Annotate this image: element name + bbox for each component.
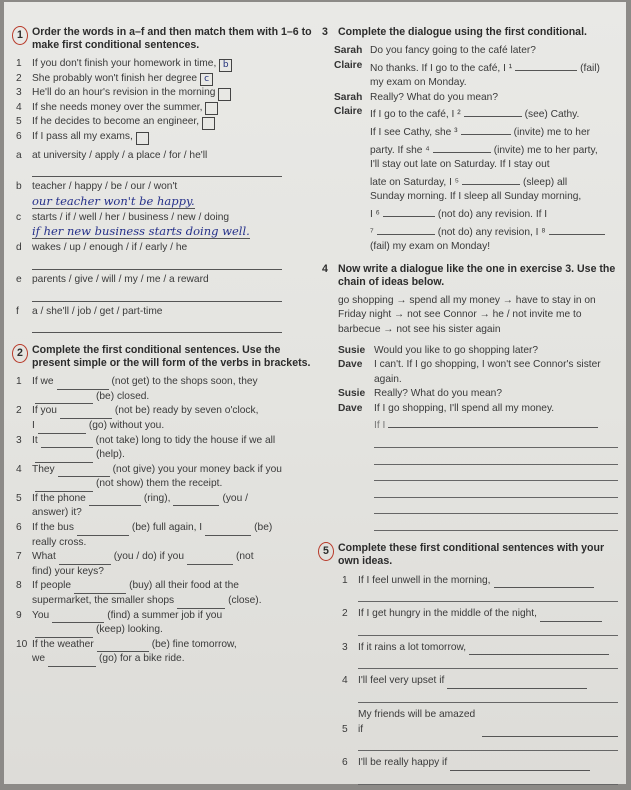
sentence-row xyxy=(16,550,316,565)
text-part: No thanks. If I go to the café, I ¹ xyxy=(370,62,513,74)
text-line xyxy=(370,205,618,223)
dialogue-text: Would you like to go shopping later? xyxy=(374,344,539,356)
sentence-part: (not get) to the shops soon, they xyxy=(111,376,258,388)
sentence-part: If the phone xyxy=(32,492,86,504)
answer-blank[interactable] xyxy=(383,205,435,217)
writing-line[interactable] xyxy=(374,484,618,498)
sentence-row xyxy=(342,708,618,737)
answer-line[interactable] xyxy=(358,622,618,636)
sentence-row xyxy=(16,492,316,507)
sentence-row xyxy=(16,72,316,87)
answer-line[interactable] xyxy=(358,655,618,669)
text-part: (fail) xyxy=(580,62,600,74)
text-line xyxy=(370,158,618,173)
item-number: 4 xyxy=(16,101,22,113)
answer-line[interactable] xyxy=(32,163,282,177)
answer-blank[interactable] xyxy=(52,611,104,623)
text-part: (not do) any revision, I ⁸ xyxy=(437,226,546,238)
item-number: 10 xyxy=(16,638,28,650)
sentence-text: If you don't finish your homework in time, xyxy=(32,58,217,69)
answer-blank[interactable] xyxy=(205,524,251,536)
answer-blank[interactable] xyxy=(59,553,111,565)
sentence-part: They xyxy=(32,463,55,475)
sentence-part: (close). xyxy=(228,595,262,607)
answer-line[interactable] xyxy=(32,288,282,302)
sentence-part: we xyxy=(32,653,46,665)
exercise-1-instructions: Order the words in a–f and then match them with 1–6 to make first conditional sentences. xyxy=(32,26,312,51)
sentence-part: If the bus xyxy=(32,522,74,534)
item-number: 2 xyxy=(16,405,22,417)
sentence-row xyxy=(16,434,316,449)
item-number: 6 xyxy=(16,130,22,142)
exercise-4-instructions: Now write a dialogue like the one in exercise 3. Use the chain of ideas below. xyxy=(338,262,616,288)
exercise-4-number: 4 xyxy=(322,262,328,275)
answer-box[interactable] xyxy=(202,117,215,130)
item-number: 5 xyxy=(16,492,22,504)
word-group: starts / if / well / her / business / new / doing xyxy=(32,211,230,223)
text-part: Sunday morning. If I sleep all Sunday morning, xyxy=(370,191,582,203)
sentence-row xyxy=(342,574,618,589)
text-part: (fail) my exam on Monday! xyxy=(370,241,491,253)
text-part: If I see Cathy, she ³ xyxy=(370,126,458,138)
sentence-text: If she needs money over the summer, xyxy=(32,101,203,113)
item-letter: c xyxy=(16,211,22,223)
writing-line[interactable] xyxy=(374,467,618,481)
dialogue-line xyxy=(334,44,618,59)
sentence-part: (buy) all their food at the xyxy=(129,580,239,592)
text-line: Really? What do you mean? xyxy=(370,91,498,103)
dialogue-text xyxy=(370,105,618,254)
sentence-part: (you / xyxy=(222,492,248,504)
dialogue-text: I can't. If I go shopping, I won't see Connor's sister again. xyxy=(374,359,601,385)
sentence-row xyxy=(16,130,316,145)
sentence-part: (find) a summer job if you xyxy=(107,609,223,621)
sentence-part: really cross. xyxy=(32,536,87,548)
answer-blank[interactable] xyxy=(464,105,522,117)
item-number: 3 xyxy=(342,641,348,653)
sentence-part: (not be) ready by seven o'clock, xyxy=(114,405,259,417)
answer-blank[interactable] xyxy=(450,759,590,771)
item-number: 5 xyxy=(342,723,348,735)
answer-blank[interactable] xyxy=(461,123,511,135)
text-part: (invite) me to her party, xyxy=(493,144,598,156)
text-line xyxy=(370,141,618,159)
sentence-row xyxy=(16,506,316,521)
writing-line[interactable] xyxy=(374,500,618,514)
writing-text xyxy=(374,416,618,434)
exercise-3-heading xyxy=(322,26,618,39)
writing-line[interactable] xyxy=(338,416,618,434)
text-line: Do you fancy going to the café later? xyxy=(370,45,536,56)
text-part: ⁷ xyxy=(370,226,374,238)
sentence-part: I xyxy=(32,419,35,431)
sentence-part: It xyxy=(32,434,38,446)
exercise-4-writing-lines xyxy=(338,416,618,531)
sentence-text: She probably won't finish her degree xyxy=(32,72,198,84)
answer-line[interactable] xyxy=(358,588,618,602)
answer-blank[interactable] xyxy=(482,725,618,737)
exercise-3-number: 3 xyxy=(322,26,328,38)
right-column xyxy=(322,26,618,790)
word-group: teacher / happy / be / our / won't xyxy=(32,181,178,193)
answer-line[interactable] xyxy=(358,689,618,703)
sentence-text: If I get hungry in the middle of the night, xyxy=(358,608,537,620)
item-number: 3 xyxy=(16,87,22,99)
answer-blank[interactable] xyxy=(35,392,93,404)
answer-line[interactable] xyxy=(358,737,618,751)
item-number: 1 xyxy=(16,58,22,69)
answer-line[interactable] xyxy=(32,256,282,270)
answer-box[interactable]: b xyxy=(219,59,232,72)
answer-blank[interactable] xyxy=(77,524,129,536)
word-group: at university / apply / a place / for / he'll xyxy=(32,149,208,161)
sentence-part: (be) xyxy=(254,522,273,534)
exercise-3-instructions: Complete the dialogue using the first conditional. xyxy=(338,26,587,38)
answer-blank[interactable] xyxy=(515,59,577,71)
text-part: I'll stay out late on Saturday. If I stay out xyxy=(370,159,550,171)
sentence-part: (help). xyxy=(96,449,125,461)
answer-blank[interactable] xyxy=(173,494,219,506)
sentence-row xyxy=(16,652,316,667)
answer-blank[interactable] xyxy=(35,626,93,638)
answer-blank[interactable] xyxy=(97,640,149,652)
sentence-row xyxy=(16,521,316,536)
item-letter: a xyxy=(16,149,22,161)
text-line xyxy=(370,223,618,241)
sentence-part: (be) closed. xyxy=(96,390,150,402)
answer-line[interactable] xyxy=(358,771,618,785)
sentence-part: (ring), xyxy=(143,492,171,504)
item-number: 4 xyxy=(342,675,348,687)
answer-blank[interactable] xyxy=(57,378,109,390)
sentence-row xyxy=(16,115,316,130)
answer-box[interactable] xyxy=(205,102,218,115)
item-number: 6 xyxy=(342,757,348,769)
item-number: 8 xyxy=(16,580,22,592)
sentence-row xyxy=(16,594,316,609)
sentence-text: If I feel unwell in the morning, xyxy=(358,574,491,586)
answer-blank[interactable] xyxy=(462,173,520,185)
sentence-row xyxy=(16,57,316,72)
sentence-part: (go) for a bike ride. xyxy=(99,653,185,665)
 xyxy=(338,416,374,434)
dialogue-line xyxy=(338,402,618,417)
item-number: 7 xyxy=(16,551,22,563)
dialogue-line xyxy=(334,105,618,254)
dialogue-line xyxy=(334,59,618,91)
answer-blank[interactable] xyxy=(177,597,225,609)
dialogue-text xyxy=(370,44,618,59)
item-letter: b xyxy=(16,181,22,193)
answer-line[interactable] xyxy=(32,225,316,241)
sentence-row xyxy=(342,607,618,622)
sentence-part: If we xyxy=(32,376,54,388)
sentence-row xyxy=(16,638,316,653)
sentence-part: You xyxy=(32,609,50,621)
sentence-text: If he decides to become an engineer, xyxy=(32,116,200,128)
text-line xyxy=(370,105,618,123)
answer-blank[interactable] xyxy=(433,141,491,153)
item-number: 5 xyxy=(16,116,22,128)
sentence-part: (go) without you. xyxy=(88,419,165,431)
speaker-name: Sarah xyxy=(334,45,363,56)
exercise-5-heading xyxy=(322,542,618,568)
word-group: parents / give / will / my / me / a reward xyxy=(32,273,209,285)
answer-box[interactable] xyxy=(136,132,149,145)
worksheet-page xyxy=(4,2,626,784)
dialogue-line xyxy=(338,387,618,402)
dialogue-line xyxy=(334,91,618,106)
speaker-name: Dave xyxy=(338,402,363,414)
sentence-part: find) your keys? xyxy=(32,565,104,577)
sentence-text: If I pass all my exams, xyxy=(32,130,133,142)
answer-line[interactable] xyxy=(32,195,316,211)
text-line xyxy=(370,59,618,77)
item-number: 2 xyxy=(342,608,348,620)
exercise-5-number: 5 xyxy=(318,542,334,561)
word-group-row xyxy=(16,149,316,164)
answer-blank[interactable] xyxy=(89,494,141,506)
exercise-2-instructions: Complete the first conditional sentences. Use the present simple or the will form of the verbs in brackets. xyxy=(32,344,311,370)
exercise-2-number: 2 xyxy=(12,344,28,363)
dialogue-text xyxy=(370,59,618,91)
exercise-2-heading xyxy=(16,344,316,370)
exercise-5-instructions: Complete these first conditional sentences with your own ideas. xyxy=(338,541,605,567)
sentence-row xyxy=(16,477,316,492)
text-line xyxy=(370,123,618,141)
item-number: 6 xyxy=(16,522,22,534)
sentence-row xyxy=(16,375,316,390)
dialogue-text: Really? What do you mean? xyxy=(374,388,502,400)
sentence-part: (not give) you your money back if you xyxy=(112,463,282,475)
sentence-part: (not xyxy=(236,551,254,563)
text-part: (sleep) all xyxy=(522,176,568,188)
sentence-part: If you xyxy=(32,405,57,417)
dialogue-line xyxy=(338,344,618,359)
sentence-part: If people xyxy=(32,580,72,592)
sentence-part: (be) fine tomorrow, xyxy=(151,638,237,650)
answer-blank[interactable] xyxy=(377,223,435,235)
speaker-name: Susie xyxy=(338,344,366,356)
writing-start: If I xyxy=(374,420,386,432)
text-line xyxy=(370,173,618,191)
sentence-text: If it rains a lot tomorrow, xyxy=(358,641,467,653)
item-number: 1 xyxy=(342,574,348,586)
exercise-4-heading xyxy=(322,263,618,289)
text-line xyxy=(370,240,618,255)
sentence-row xyxy=(16,448,316,463)
answer-blank[interactable] xyxy=(447,677,587,689)
writing-line[interactable] xyxy=(374,517,618,531)
word-group-row xyxy=(16,273,316,288)
item-number: 3 xyxy=(16,434,22,446)
handwritten-answer: if her new business starts doing well. xyxy=(32,224,250,239)
speaker-name: Susie xyxy=(338,388,366,400)
answer-box[interactable]: c xyxy=(200,73,213,86)
exercise-2-sentences xyxy=(16,375,316,667)
answer-blank[interactable] xyxy=(494,576,594,588)
sentence-row xyxy=(16,86,316,101)
word-group-row xyxy=(16,211,316,226)
sentence-part: What xyxy=(32,551,56,563)
answer-blank[interactable] xyxy=(41,436,93,448)
word-group-row xyxy=(16,305,316,320)
sentence-part: If the weather xyxy=(32,638,94,650)
writing-line[interactable] xyxy=(374,451,618,465)
exercise-1-heading xyxy=(16,26,316,52)
text-line xyxy=(370,190,618,205)
speaker-name: Dave xyxy=(338,359,363,371)
item-letter: f xyxy=(16,305,19,317)
sentence-text: My friends will be amazed if xyxy=(358,709,476,735)
sentence-row xyxy=(16,390,316,405)
item-number: 4 xyxy=(16,463,22,475)
left-column xyxy=(16,26,316,667)
sentence-row xyxy=(16,623,316,638)
sentence-row xyxy=(16,419,316,434)
answer-blank[interactable] xyxy=(48,655,96,667)
text-part: I ⁶ xyxy=(370,208,380,220)
sentence-row xyxy=(342,756,618,771)
exercise-1-number: 1 xyxy=(12,26,28,45)
text-part: If I go to the café, I ² xyxy=(370,109,461,121)
answer-blank[interactable] xyxy=(35,480,93,492)
sentence-text: He'll do an hour's revision in the morning xyxy=(32,87,216,99)
item-number: 9 xyxy=(16,609,22,621)
sentence-text: I'll feel very upset if xyxy=(358,675,445,687)
text-part: party. If she ⁴ xyxy=(370,144,430,156)
answer-blank[interactable] xyxy=(469,643,609,655)
answer-blank[interactable] xyxy=(388,416,598,428)
answer-blank[interactable] xyxy=(74,582,126,594)
answer-blank[interactable] xyxy=(35,451,93,463)
sentence-row xyxy=(342,674,618,689)
sentence-row xyxy=(16,565,316,580)
text-part: (invite) me to her xyxy=(513,126,591,138)
sentence-part: (be) full again, I xyxy=(131,522,203,534)
sentence-part: answer) it? xyxy=(32,507,82,519)
speaker-name: Sarah xyxy=(334,91,363,103)
word-group: wakes / up / enough / if / early / he xyxy=(32,242,188,254)
sentence-part: (not show) them the receipt. xyxy=(96,478,223,490)
item-letter: e xyxy=(16,273,22,285)
sentence-part: (you / do) if you xyxy=(113,551,184,563)
text-part: late on Saturday, I ⁵ xyxy=(370,176,459,188)
exercise-1-sentences xyxy=(16,57,316,145)
text-part: (see) Cathy. xyxy=(524,109,580,121)
item-letter: d xyxy=(16,242,22,254)
answer-blank[interactable] xyxy=(540,610,602,622)
sentence-text: I'll be really happy if xyxy=(358,757,448,769)
answer-blank[interactable] xyxy=(549,223,605,235)
sentence-row xyxy=(16,404,316,419)
dialogue-line xyxy=(338,358,618,387)
sentence-row xyxy=(16,536,316,551)
dialogue-text xyxy=(370,91,618,106)
text-part: (not do) any revision. If I xyxy=(437,208,548,220)
word-group: a / she'll / job / get / part-time xyxy=(32,305,163,317)
speaker-name: Claire xyxy=(334,106,363,118)
item-number: 1 xyxy=(16,376,22,388)
sentence-row xyxy=(16,609,316,624)
answer-blank[interactable] xyxy=(187,553,233,565)
sentence-row xyxy=(342,641,618,656)
item-number: 2 xyxy=(16,72,22,84)
writing-line[interactable] xyxy=(374,434,618,448)
exercise-4-idea-chain: go shopping → spend all my money → have to stay in on Friday night → not see Connor → he / not invite me to barbecue → not see his sister again xyxy=(338,294,596,335)
answer-blank[interactable] xyxy=(38,422,86,434)
answer-blank[interactable] xyxy=(58,465,110,477)
speaker-name: Claire xyxy=(334,59,363,71)
answer-box[interactable] xyxy=(218,88,231,101)
exercise-5-sentences xyxy=(322,574,618,785)
sentence-row xyxy=(16,101,316,116)
exercise-1-word-groups xyxy=(16,149,316,334)
sentence-row xyxy=(16,579,316,594)
answer-line[interactable] xyxy=(32,319,282,333)
text-line: my exam on Monday. xyxy=(370,77,467,89)
dialogue-text: If I go shopping, I'll spend all my money. xyxy=(374,402,555,414)
sentence-part: (not take) long to tidy the house if we all xyxy=(95,434,276,446)
word-group-row xyxy=(16,241,316,256)
handwritten-answer: our teacher won't be happy. xyxy=(32,193,195,208)
word-group-row xyxy=(16,180,316,195)
answer-blank[interactable] xyxy=(60,407,112,419)
sentence-row xyxy=(16,463,316,478)
exercise-3-dialogue xyxy=(334,44,618,255)
exercise-4-dialogue xyxy=(338,344,618,417)
sentence-part: (keep) looking. xyxy=(96,624,163,636)
sentence-part: supermarket, the smaller shops xyxy=(32,595,175,607)
